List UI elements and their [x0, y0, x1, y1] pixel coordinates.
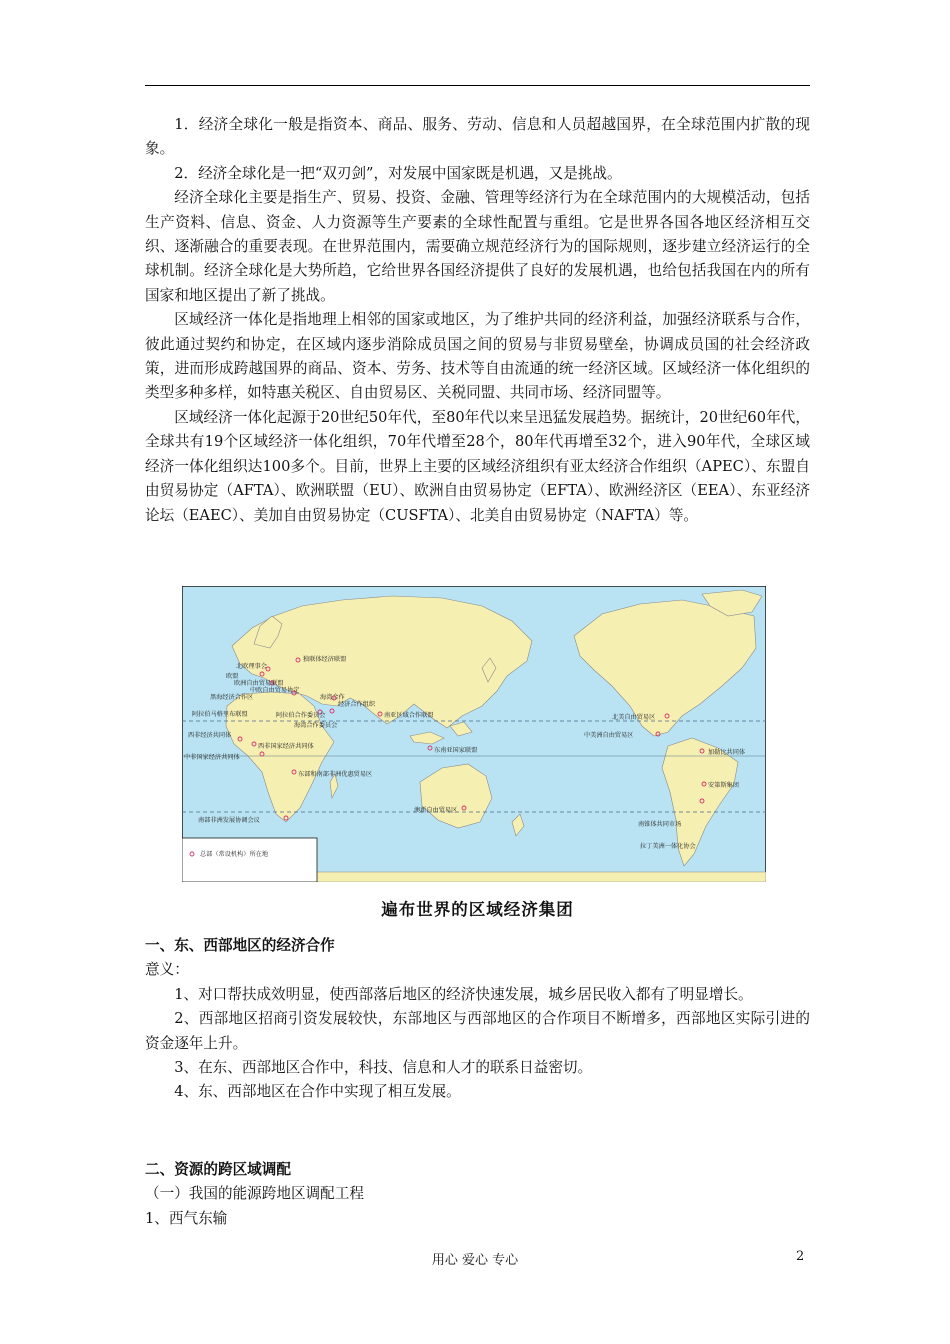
map-label: 西非国家经济共同体 [258, 743, 314, 750]
map-label: 东部和南部非洲优惠贸易区 [298, 771, 373, 778]
map-label: 欧洲自由贸易联盟 [234, 680, 284, 687]
section-subtitle: （一）我国的能源跨地区调配工程 [145, 1185, 364, 1203]
intro-text [145, 113, 810, 528]
paragraph: 经济全球化主要是指生产、贸易、投资、金融、管理等经济行为在全球范围内的大规模活动，包括生产资料、信息、资金、人力资源等生产要素的全球性配置与重组。它是世界各国各地区经济相互交织、逐渐融合的重要表现。在世界范围内，需要确立规范经济行为的国际规则，逐步建立经济运行的全球机制。经济全球化是大势所趋，它给世界各国经济提供了良好的发展机遇，也给包括我国在内的所有国家和地区提出了新了挑战。 [145, 189, 810, 304]
map-label: 安第斯集团 [708, 782, 739, 789]
map-label: 澳新自由贸易区 [414, 807, 458, 814]
map-label: 海湾合作 [320, 694, 345, 701]
world-map-figure [182, 586, 766, 882]
map-label: 中欧自由贸易协定 [250, 687, 300, 694]
map-label: 欧盟 [226, 673, 239, 680]
map-label: 阿拉伯马格里布联盟 [192, 711, 248, 718]
map-label: 中美洲自由贸易区 [584, 732, 634, 739]
paragraph: 2．经济全球化是一把“双刃剑”，对发展中国家既是机遇，又是挑战。 [174, 164, 622, 182]
paragraph: 1．经济全球化一般是指资本、商品、服务、劳动、信息和人员超越国界，在全球范围内扩散的现象。 [145, 116, 810, 158]
map-label: 拉丁美洲一体化协会 [640, 843, 696, 850]
section-heading: 二、资源的跨区域调配 [145, 1161, 291, 1178]
map-label: 阿拉伯合作委员会 [276, 712, 326, 719]
list-item: 2、西部地区招商引资发展较快，东部地区与西部地区的合作项目不断增多，西部地区实际引进的资金逐年上升。 [145, 1010, 810, 1052]
map-label: 独联体经济联盟 [303, 656, 347, 663]
section-subtitle: 意义： [145, 961, 189, 979]
map-label: 南亚区域合作联盟 [384, 712, 434, 719]
list-item: 4、东、西部地区在合作中实现了相互发展。 [174, 1083, 461, 1101]
section-east-west [145, 934, 810, 1105]
paragraph: 区域经济一体化是指地理上相邻的国家或地区，为了维护共同的经济利益，加强经济联系与合作，彼此通过契约和协定，在区域内逐步消除成员国之间的贸易与非贸易壁垒，协调成员国的社会经济政策，进而形成跨越国界的商品、资本、劳务、技术等自由流通的统一经济区域。区域经济一体化组织的类型多种多样，如特惠关税区、自由贸易区、关税同盟、共同市场、经济同盟等。 [145, 311, 810, 402]
map-label: 海湾合作委员会 [294, 722, 338, 729]
list-item: 1、西气东输 [145, 1209, 228, 1227]
section-heading: 一、东、西部地区的经济合作 [145, 937, 335, 954]
map-label: 中非国家经济共同体 [184, 754, 240, 761]
page-number: 2 [796, 1249, 805, 1264]
map-label: 西非经济共同体 [188, 732, 232, 739]
footer-motto: 用心 爱心 专心 [431, 1253, 519, 1268]
header-rule [145, 85, 810, 86]
map-label: 北美自由贸易区 [612, 714, 656, 721]
figure-caption: 遍布世界的区域经济集团 [381, 900, 574, 919]
map-label: 经济合作组织 [338, 701, 376, 708]
map-label: 加勒比共同体 [708, 749, 746, 756]
list-item: 1、对口帮扶成效明显，使西部落后地区的经济快速发展，城乡居民收入都有了明显增长。 [174, 985, 753, 1003]
map-label: 南锥体共同市场 [638, 821, 682, 828]
map-label: 南部非洲发展协调会议 [198, 817, 260, 824]
map-label: 北欧理事会 [236, 663, 267, 670]
section-resources [145, 1158, 810, 1231]
map-legend: 总部（常设机构）所在地 [200, 851, 269, 858]
map-label: 东南亚国家联盟 [434, 747, 478, 754]
map-label: 黑海经济合作区 [210, 694, 254, 701]
paragraph: 区域经济一体化起源于20世纪50年代，至80年代以来呈迅猛发展趋势。据统计，20世纪60年代，全球共有19个区域经济一体化组织，70年代增至28个，80年代再增至32个，进入90年代，全球区域经济一体化组织达100多个。目前，世界上主要的区域经济组织有亚太经济合作组织（APEC）、东盟自由贸易协定（AFTA）、欧洲联盟（EU）、欧洲自由贸易协定（EFTA）、欧洲经济区（EEA）、东亚经济论坛（EAEC）、美加自由贸易协定（CUSFTA）、北美自由贸易协定（NAFTA）等。 [145, 408, 810, 524]
list-item: 3、在东、西部地区合作中，科技、信息和人才的联系日益密切。 [174, 1059, 593, 1077]
